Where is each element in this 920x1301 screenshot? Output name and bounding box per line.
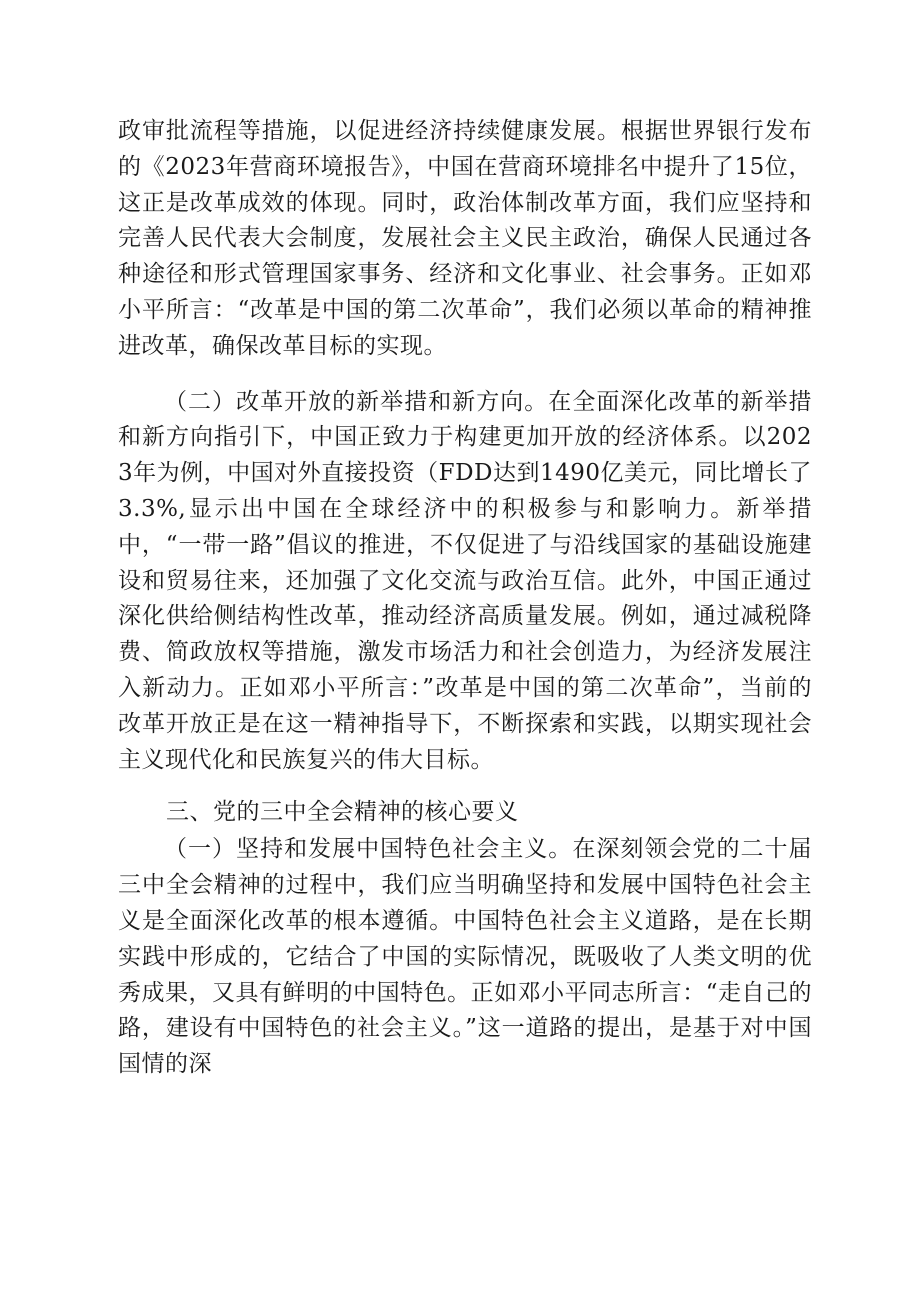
section-heading: 三、党的三中全会精神的核心要义 [166, 799, 519, 826]
document-page [118, 114, 812, 1083]
body-paragraph-socialism: （一）坚持和发展中国特色社会主义。在深刻领会党的二十届三中全会精神的过程中，我们应当明确坚持和发展中国特色社会主义是全面深化改革的根本遵循。中国特色社会主义道路，是在长期实践中形成的，它结合了中国的实际情况，既吸收了人类文明的优秀成果，又具有鲜明的中国特色。正如邓小平同志所言：“走自己的路，建设有中国特色的社会主义。”这一道路的提出，是基于对中国国情的深 [118, 836, 812, 1078]
body-paragraph-continued: 政审批流程等措施，以促进经济持续健康发展。根据世界银行发布的《2023年营商环境报告》，中国在营商环境排名中提升了15位，这正是改革成效的体现。同时，政治体制改革方面，我们应坚持和完善人民代表大会制度，发展社会主义民主政治，确保人民通过各种途径和形式管理国家事务、经济和文化事业、社会事务。正如邓小平所言：“改革是中国的第二次革命”，我们必须以革命的精神推进改革，确保改革目标的实现。 [118, 118, 812, 359]
body-paragraph-reform-opening: （二）改革开放的新举措和新方向。在全面深化改革的新举措和新方向指引下，中国正致力于构建更加开放的经济体系。以2023年为例，中国对外直接投资（FDD达到1490亿美元，同比增长了3.3%,显示出中国在全球经济中的积极参与和影响力。新举措中，“一带一路”倡议的推进，不仅促进了与沿线国家的基础设施建设和贸易往来，还加强了文化交流与政治互信。此外，中国正通过深化供给侧结构性改革，推动经济高质量发展。例如，通过减税降费、简政放权等措施，激发市场活力和社会创造力，为经济发展注入新动力。正如邓小平所言：”改革是中国的第二次革命”，当前的改革开放正是在这一精神指导下，不断探索和实践，以期实现社会主义现代化和民族复兴的伟大目标。 [118, 388, 813, 773]
